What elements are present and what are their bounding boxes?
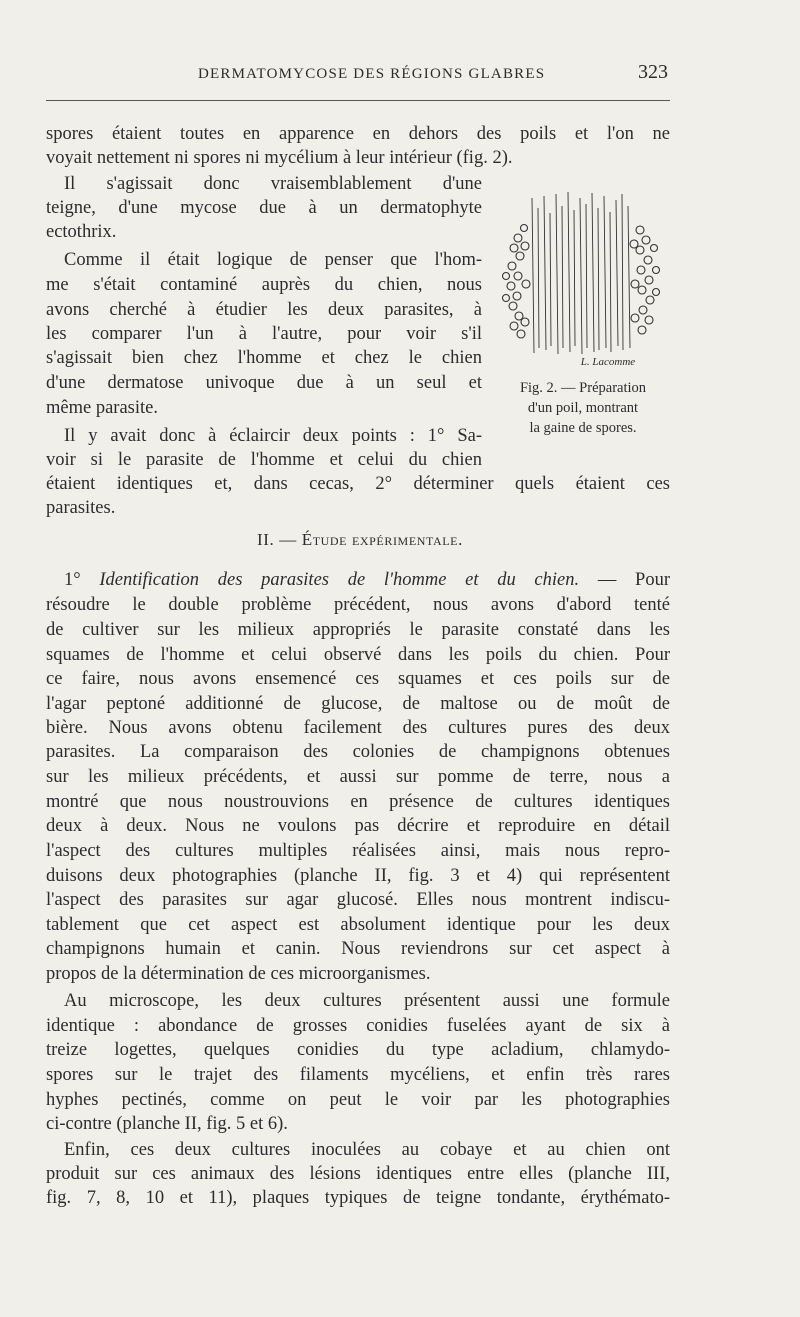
body-line: ce faire, nous avons ensemencé ces squames et ces poils sur de bbox=[46, 669, 670, 689]
body-line: teigne, d'une mycose due à un dermatophyte bbox=[46, 198, 482, 218]
body-line: Au microscope, les deux cultures présentent aussi une formule bbox=[64, 991, 670, 1011]
running-title: DERMATOMYCOSE DES RÉGIONS GLABRES bbox=[198, 66, 546, 82]
body-line: voir si le parasite de l'homme et celui du chien bbox=[46, 450, 482, 470]
body-line: parasites. La comparaison des colonies de champignons obtenues bbox=[46, 742, 670, 762]
body-line: montré que nous noustrouvions en présence de cultures identiques bbox=[46, 792, 670, 812]
body-line: deux à deux. Nous ne voulons pas décrire et reproduire en détail bbox=[46, 816, 670, 836]
figure-caption-line: Fig. 2. — Préparation bbox=[519, 380, 647, 396]
body-line: ectothrix. bbox=[46, 222, 117, 242]
body-line: l'aspect des parasites sur agar glucosé. Elles nous montrent indiscu- bbox=[46, 890, 670, 910]
hair-spore-illustration bbox=[494, 188, 674, 368]
body-line: tablement que cet aspect est absolument identique pour les deux bbox=[46, 915, 670, 935]
body-line: squames de l'homme et celui observé dans les poils du chien. Pour bbox=[46, 645, 670, 665]
figure-signature: L. Lacomme bbox=[580, 356, 636, 368]
body-line: Comme il était logique de penser que l'hom- bbox=[64, 250, 482, 270]
body-line: sur les milieux précédents, et aussi sur pomme de terre, nous a bbox=[46, 767, 670, 787]
body-line: produit sur ces animaux des lésions identiques entre elles (planche III, bbox=[46, 1164, 670, 1184]
body-line: fig. 7, 8, 10 et 11), plaques typiques de teigne tondante, érythémato- bbox=[46, 1188, 670, 1208]
section-dash: — bbox=[279, 530, 297, 549]
body-line: d'une dermatose univoque due à un seul et bbox=[46, 373, 482, 393]
body-line: même parasite. bbox=[46, 398, 158, 418]
body-line: duisons deux photographies (planche II, fig. 3 et 4) qui représentent bbox=[46, 866, 670, 886]
body-line: l'aspect des cultures multiples réalisées ainsi, mais nous repro- bbox=[46, 841, 670, 861]
hair-shaft bbox=[532, 192, 630, 354]
body-line: bière. Nous avons obtenu facilement des cultures pures des deux bbox=[46, 718, 670, 738]
body-line: Il s'agissait donc vraisemblablement d'une bbox=[64, 174, 482, 194]
body-line: spores étaient toutes en apparence en dehors des poils et l'on ne bbox=[46, 124, 670, 144]
header-rule bbox=[46, 100, 670, 101]
body-line: voyait nettement ni spores ni mycélium à leur intérieur (fig. 2). bbox=[46, 148, 513, 168]
body-line: étaient identiques et, dans cecas, 2° déterminer quels étaient ces bbox=[46, 474, 670, 494]
spore-sheath-left bbox=[503, 225, 531, 339]
body-line: me s'était contaminé auprès du chien, nous bbox=[46, 275, 482, 295]
subsection-number: 1° bbox=[64, 570, 81, 590]
section-title: Étude expérimentale. bbox=[301, 530, 463, 549]
body-line: identique : abondance de grosses conidies fuselées ayant de six à bbox=[46, 1016, 670, 1036]
section-number: II. bbox=[257, 530, 275, 549]
body-line: avons cherché à étudier les deux parasites, à bbox=[46, 300, 482, 320]
body-line: s'agissait bien chez l'homme et chez le chien bbox=[46, 348, 482, 368]
running-header bbox=[46, 61, 670, 92]
figure-caption-line: la gaine de spores. bbox=[529, 420, 637, 436]
body-line: résoudre le double problème précédent, nous avons d'abord tenté bbox=[46, 595, 670, 615]
body-line: treize logettes, quelques conidies du type acladium, chlamydo- bbox=[46, 1040, 670, 1060]
body-line: Il y avait donc à éclaircir deux points : 1° Sa- bbox=[64, 426, 482, 446]
spore-sheath-right bbox=[630, 226, 660, 334]
body-line: propos de la détermination de ces microorganismes. bbox=[46, 964, 431, 984]
body-line: ci-contre (planche II, fig. 5 et 6). bbox=[46, 1114, 288, 1134]
body-line: les comparer l'un à l'autre, pour voir s'il bbox=[46, 324, 482, 344]
section-heading bbox=[0, 530, 720, 550]
body-line: hyphes pectinés, comme on peut le voir par les photographies bbox=[46, 1090, 670, 1110]
subsection-continuation: — Pour bbox=[597, 570, 670, 590]
figure-caption-line: d'un poil, montrant bbox=[527, 400, 639, 416]
body-line: parasites. bbox=[46, 498, 116, 518]
body-line: de cultiver sur les milieux appropriés le parasite constaté dans les bbox=[46, 620, 670, 640]
body-line: champignons humain et canin. Nous reviendrons sur cet aspect à bbox=[46, 939, 670, 959]
subsection-title: Identification des parasites de l'homme et du chien. bbox=[99, 570, 580, 590]
body-line: Enfin, ces deux cultures inoculées au cobaye et au chien ont bbox=[64, 1140, 670, 1160]
subsection-first-line bbox=[64, 568, 670, 592]
body-line: l'agar peptoné additionné de glucose, de maltose ou de moût de bbox=[46, 694, 670, 714]
page-number: 323 bbox=[638, 61, 668, 83]
body-line: spores sur le trajet des filaments mycéliens, et enfin très rares bbox=[46, 1065, 670, 1085]
